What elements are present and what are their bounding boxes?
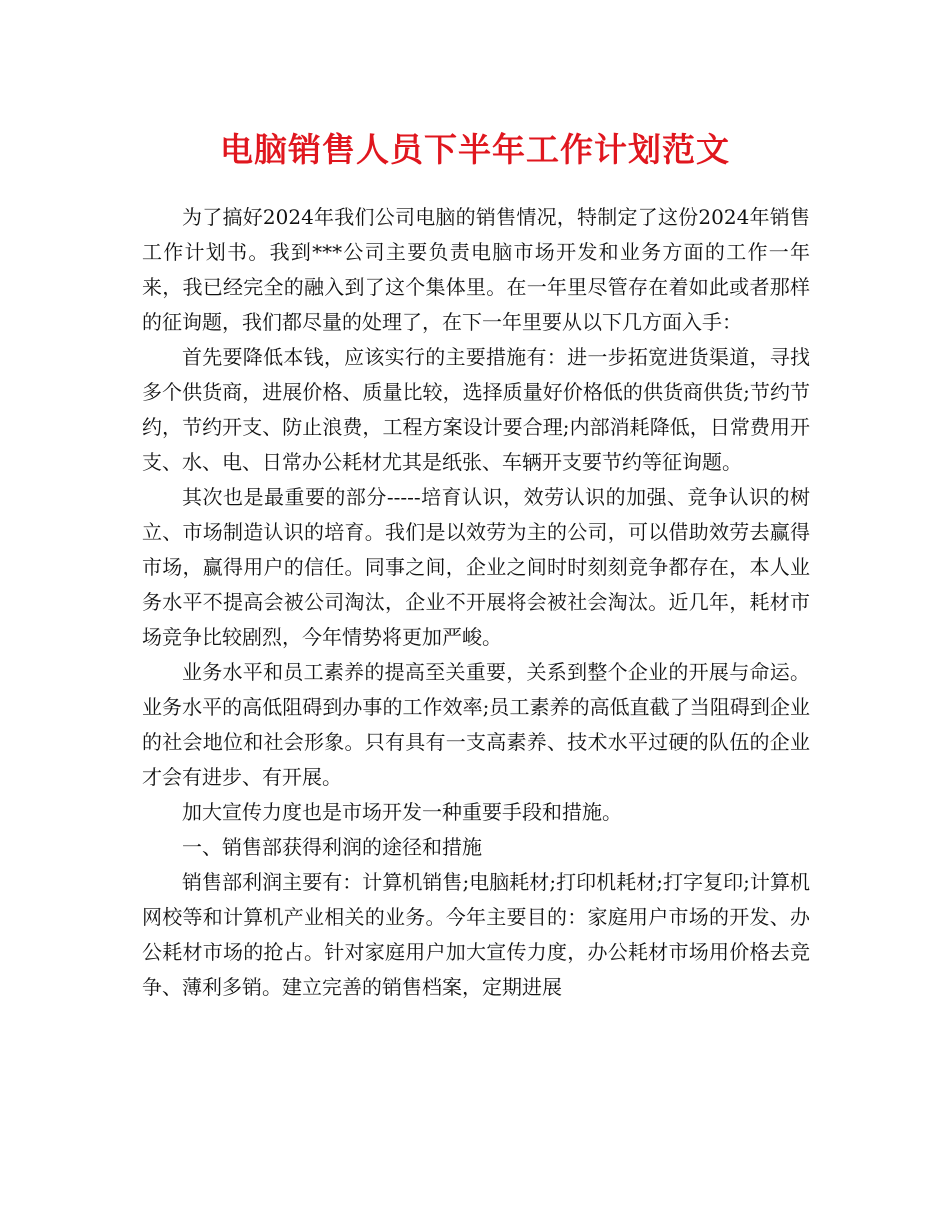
document-body — [142, 200, 810, 1005]
paragraph-profit-sources: 销售部利润主要有：计算机销售;电脑耗材;打印机耗材;打字复印;计算机网校等和计算机产业相关的业务。今年主要目的：家庭用户市场的开发、办公耗材市场的抢占。针对家庭用户加大宣传力度，办公耗材市场用价格去竞争、薄利多销。建立完善的销售档案，定期进展 — [142, 870, 810, 999]
paragraph-intro: 为了搞好2024年我们公司电脑的销售情况，特制定了这份2024年销售工作计划书。我到***公司主要负责电脑市场开发和业务方面的工作一年来，我已经完全的融入到了这个集体里。在一年里尽管存在着如此或者那样的征询题，我们都尽量的处理了，在下一年里要从以下几方面入手： — [142, 205, 810, 334]
document-title: 电脑销售人员下半年工作计划范文 — [220, 130, 730, 169]
paragraph-staff-quality: 业务水平和员工素养的提高至关重要，关系到整个企业的开展与命运。业务水平的高低阻碍到办事的工作效率;员工素养的高低直截了当阻碍到企业的社会地位和社会形象。只有具有一支高素养、技术水平过硬的队伍的企业才会有进步、有开展。 — [142, 660, 810, 789]
section-heading-profit: 一、销售部获得利润的途径和措施 — [182, 835, 482, 859]
paragraph-cost-reduction: 首先要降低本钱，应该实行的主要措施有：进一步拓宽进货渠道，寻找多个供货商，进展价格、质量比较，选择质量好价格低的供货商供货;节约节约，节约开支、防止浪费，工程方案设计要合理;内部消耗降低，日常费用开支、水、电、日常办公耗材尤其是纸张、车辆开支要节约等征询题。 — [142, 345, 810, 474]
paragraph-publicity: 加大宣传力度也是市场开发一种重要手段和措施。 — [182, 800, 622, 824]
paragraph-awareness: 其次也是最重要的部分-----培育认识，效劳认识的加强、竞争认识的树立、市场制造认识的培育。我们是以效劳为主的公司，可以借助效劳去赢得市场，赢得用户的信任。同事之间，企业之间时时刻刻竞争都存在，本人业务水平不提高会被公司淘汰，企业不开展将会被社会淘汰。近几年，耗材市场竞争比较剧烈，今年情势将更加严峻。 — [142, 485, 810, 649]
